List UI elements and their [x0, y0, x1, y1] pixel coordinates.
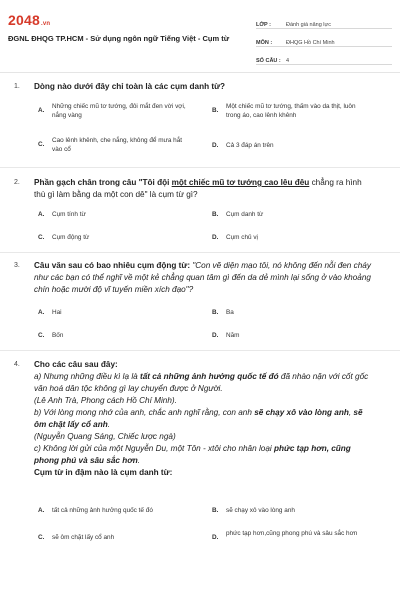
sentence-c-end: . [137, 456, 141, 465]
logo-suffix: .vn [40, 21, 51, 27]
sentence-b-end: . [107, 420, 110, 429]
meta-key: LỚP : [256, 22, 271, 28]
question-intro: Cho các câu sau đây: [34, 360, 118, 369]
question-text [34, 260, 376, 296]
option-text: sẽ ôm chặt lấy cổ anh [52, 534, 115, 541]
question-number: 3. [14, 262, 20, 269]
sentence-b-start: b) Với lòng mong nhớ của anh, chắc anh nghĩ rằng, con anh [34, 408, 255, 417]
question-divider [0, 252, 400, 253]
option-text: phức tạp hơn,cũng phong phú và sâu sắc hơn [226, 530, 358, 537]
option-text: Cụm chủ vị [226, 234, 258, 241]
sentence-b-mid: , [348, 408, 354, 417]
question-text [34, 177, 374, 201]
option-letter: C. [38, 234, 45, 241]
option-letter: B. [212, 107, 219, 114]
meta-value: Đánh giá năng lực [286, 22, 331, 28]
meta-key: SỐ CÂU : [256, 58, 281, 64]
option-text: sẽ chạy xô vào lòng anh [226, 507, 295, 514]
option-letter: D. [212, 234, 219, 241]
question-text: Dòng nào dưới đây chỉ toàn là các cụm danh từ? [34, 82, 226, 91]
option-text: Ba [226, 309, 234, 316]
meta-row-subject [256, 32, 392, 47]
option-letter: A. [38, 107, 45, 114]
option-letter: C. [38, 534, 45, 541]
meta-key: MÔN : [256, 40, 273, 46]
option-letter: D. [212, 534, 219, 541]
sentence-c [34, 443, 376, 467]
option-text: Năm [226, 332, 240, 339]
option-letter: A. [38, 309, 45, 316]
option-text: Cụm tính từ [52, 211, 86, 218]
option-letter: A. [38, 211, 45, 218]
option-text: tất cả những ảnh hưởng quốc tế đó [52, 507, 153, 514]
option-text: Một chiếc mũ tơ tướng, thấm vào da thịt, luôn trong áo, cao lênh khênh [226, 103, 356, 119]
meta-value: 4 [286, 58, 290, 64]
sentence-a-start: a) Nhưng những điều kì lạ là [34, 372, 140, 381]
sentence-c-start: c) Không lời gửi của một Nguyễn Du, một Tôn - xtôi cho nhân loại [34, 444, 274, 453]
source-b: (Nguyễn Quang Sáng, Chiếc lược ngà) [34, 432, 176, 441]
option-text: Cao lênh khênh, che nắng, không để mưa hắt vào cổ [52, 137, 183, 153]
question-number: 4. [14, 361, 20, 368]
question-tail: chẳng ra hình thù gì làm bằng da một con dê" là cụm từ gì? [34, 178, 362, 199]
option-letter: C. [38, 141, 45, 148]
question-number: 1. [14, 83, 20, 90]
worksheet-header [8, 8, 392, 68]
question-text [34, 359, 376, 479]
question-divider [0, 167, 400, 168]
question-divider [0, 350, 400, 351]
source-a: (Lê Anh Trà, Phong cách Hồ Chí Minh). [34, 396, 177, 405]
sentence-a [34, 371, 376, 395]
option-letter: C. [38, 332, 45, 339]
question-lead: Câu văn sau có bao nhiêu cụm động từ: [34, 261, 193, 270]
bold-phrase-b1: sẽ chạy xô vào lòng anh [254, 408, 349, 417]
option-letter: D. [212, 332, 219, 339]
site-logo[interactable] [8, 12, 50, 28]
bold-phrase-c: phức tạp hơn, cũng phong phú và sâu sắc hơn [34, 444, 351, 465]
meta-row-count [256, 50, 392, 65]
logo-main: 2048 [8, 12, 40, 28]
sentence-b [34, 407, 376, 431]
question-quote: "Con vẽ diện mạo tôi, nó không đến nỗi đen cháy như các bạn có thể nghĩ về một kẻ chẳng quan tâm gì đến da dẻ mình lại sống ở vào khoảng chín hoặc mười độ vĩ tuyến miền xích đạo"? [34, 261, 371, 294]
header-divider [0, 72, 400, 73]
bold-phrase-b2: sẽ ôm chặt lấy cổ anh [34, 408, 363, 429]
sentence-a-end: đã nhào nặn với cốt gốc văn hoá dân tộc không gì lay chuyển được ở Người. [34, 372, 369, 393]
question-lead: Phần gạch chân trong câu "Tôi đội [34, 178, 172, 187]
option-letter: A. [38, 507, 45, 514]
option-text: Cụm động từ [52, 234, 90, 241]
meta-value: ĐHQG Hồ Chí Minh [286, 40, 335, 46]
option-text: Cụm danh từ [226, 211, 264, 218]
question-number: 2. [14, 179, 20, 186]
option-text: Những chiếc mũ tơ tướng, đôi mắt đen vời vợi, nắng vàng [52, 103, 186, 119]
document-title: ĐGNL ĐHQG TP.HCM - Sử dụng ngôn ngữ Tiếng Việt - Cụm từ [8, 34, 230, 43]
underlined-phrase: một chiếc mũ tơ tướng cao lêu đêu [171, 178, 310, 187]
option-text: Hai [52, 309, 62, 316]
meta-row-class [256, 14, 392, 29]
question-prompt: Cụm từ in đậm nào là cụm danh từ: [34, 468, 173, 477]
meta-table [256, 14, 392, 68]
option-letter: B. [212, 211, 219, 218]
option-letter: D. [212, 142, 219, 149]
option-text: Cả 3 đáp án trên [226, 142, 274, 149]
option-letter: B. [212, 309, 219, 316]
option-text: Bốn [52, 332, 64, 339]
option-letter: B. [212, 507, 219, 514]
bold-phrase-a: tất cả những ảnh hưởng quốc tế đó [139, 372, 279, 381]
